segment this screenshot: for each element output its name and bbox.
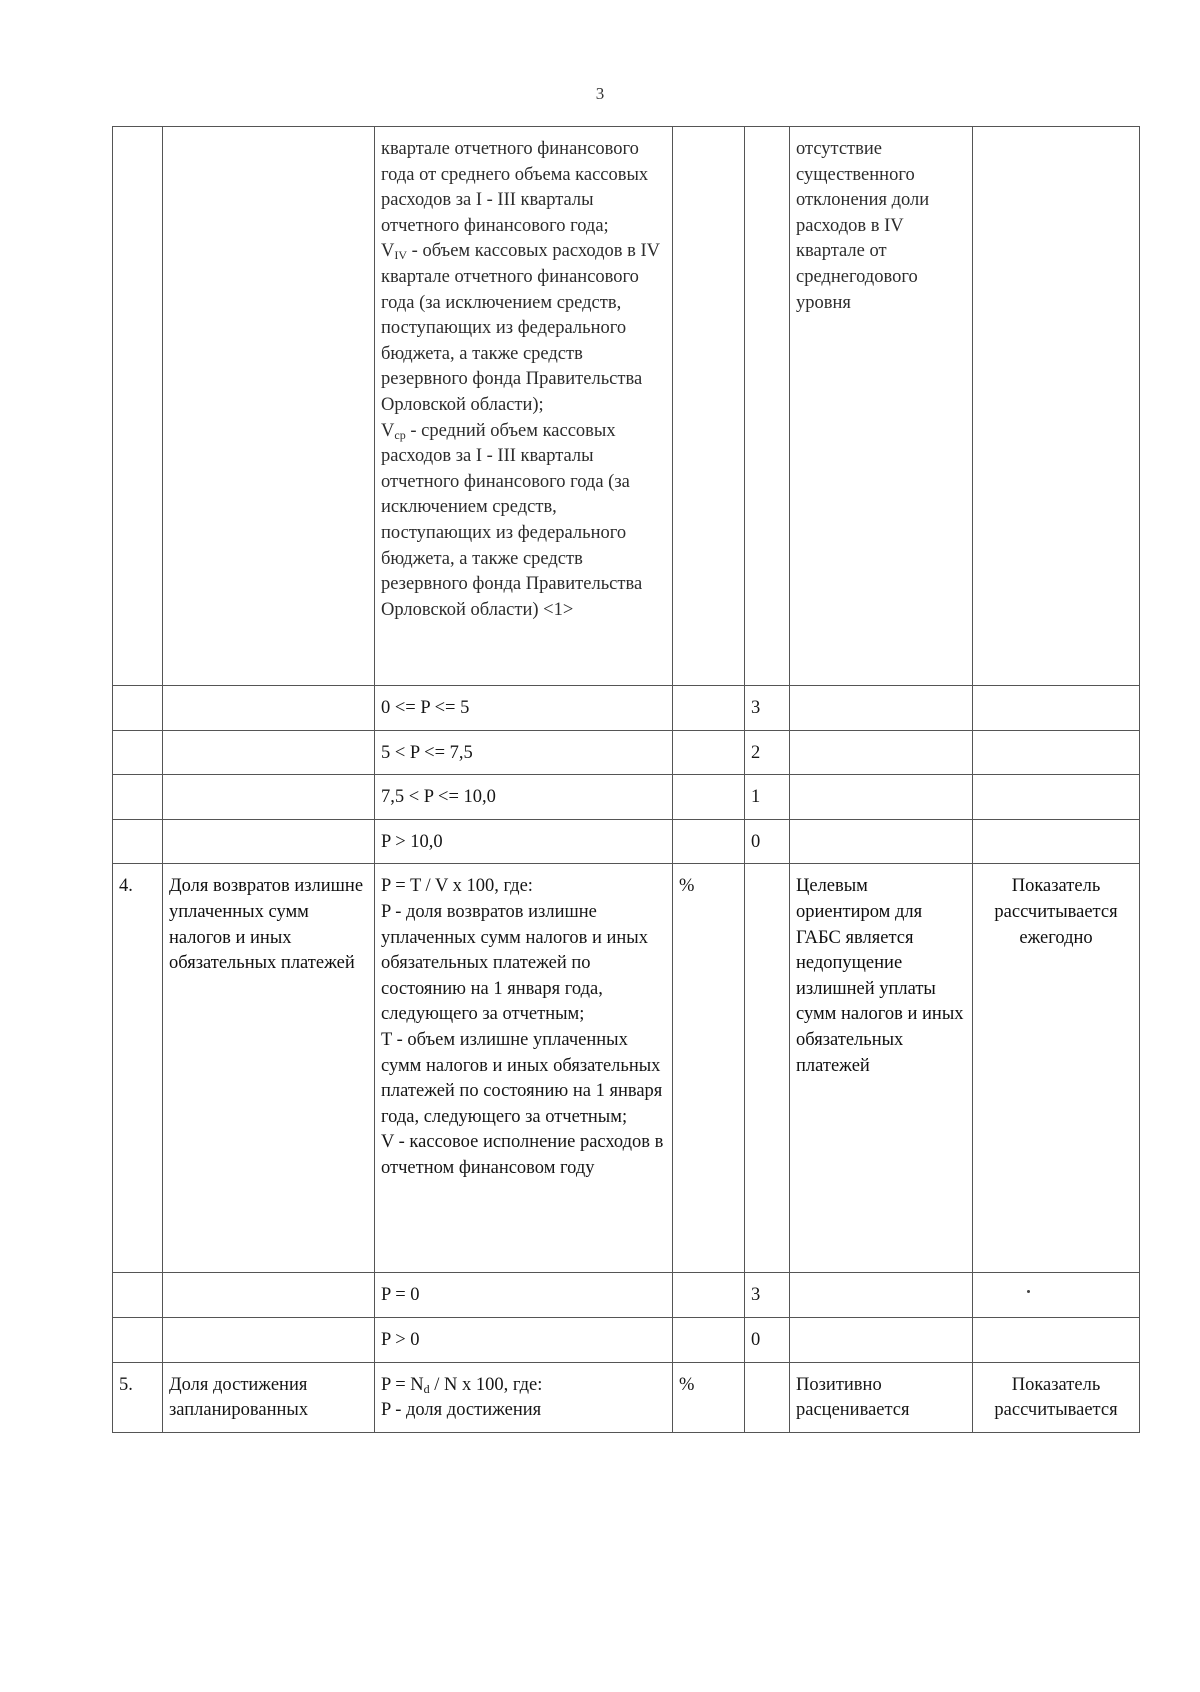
cell-score: 3 [745, 686, 790, 731]
formula-text: квартале отчетного финансового года от среднего объема кассовых расходов за I - III кварталы отчетного финансового года; [381, 139, 649, 236]
cell-target: отсутствие существенного отклонения доли расходов в IV квартале от среднегодового уровня [790, 127, 973, 686]
table-row-4 [113, 864, 1140, 1273]
cell-unit [673, 127, 745, 686]
cell-condition: P > 10,0 [375, 819, 673, 864]
indicators-table [112, 126, 1140, 1433]
table-row-score [113, 686, 1140, 731]
table-row-score [113, 775, 1140, 820]
cell-target: Позитивно расценивается [790, 1362, 973, 1432]
cell-condition: P > 0 [375, 1317, 673, 1362]
cell-condition: 5 < P <= 7,5 [375, 730, 673, 775]
cell-score: 3 [745, 1273, 790, 1318]
cell-formula [375, 1362, 673, 1432]
formula-line: $P = N_d / N$ x 100, где: [381, 1374, 543, 1396]
formula-v: V - кассовое исполнение расходов в отчетном финансовом году [381, 1132, 664, 1178]
cell-score: 2 [745, 730, 790, 775]
table-row-score [113, 1317, 1140, 1362]
formula-p: P - доля достижения [381, 1400, 542, 1421]
cell-condition: P = 0 [375, 1273, 673, 1318]
cell-score: 0 [745, 819, 790, 864]
cell-score: 1 [745, 775, 790, 820]
formula-v4: $V_{IV}$ - объем кассовых расходов в IV квартале отчетного финансового года (за исключением средств, поступающих из федерального бюджета, а также средств резервного фонда Правительства Орловской области); [381, 241, 660, 415]
table-row-5 [113, 1362, 1140, 1432]
cell-target: Целевым ориентиром для ГАБС является недопущение излишней уплаты сумм налогов и иных обязательных платежей [790, 864, 973, 1273]
cell-formula [375, 127, 673, 686]
cell-comment: Показатель рассчитывается ежегодно [973, 864, 1140, 1273]
cell-score [745, 864, 790, 1273]
cell-comment: Показатель рассчитывается [973, 1362, 1140, 1432]
scan-speck [1027, 1290, 1030, 1293]
cell-unit: % [673, 1362, 745, 1432]
cell-score [745, 127, 790, 686]
formula-line: P = T / V x 100, где: [381, 876, 533, 897]
formula-vcp: $V_{ср}$ - средний объем кассовых расходов за I - III кварталы отчетного финансового года (за исключением средств, поступающих из федерального бюджета, а также средств резервного фонда Правительства Орловской области) <1> [381, 420, 643, 620]
cell-number: 4. [113, 864, 163, 1273]
formula-p: P - доля возвратов излишне уплаченных сумм налогов и иных обязательных платежей по состоянию на 1 января года, следующего за отчетным; [381, 901, 648, 1025]
cell-indicator-name: Доля возвратов излишне уплаченных сумм налогов и иных обязательных платежей [163, 864, 375, 1273]
cell-number: 5. [113, 1362, 163, 1432]
formula-t: T - объем излишне уплаченных сумм налогов и иных обязательных платежей по состоянию на 1 января года, следующего за отчетным; [381, 1029, 663, 1127]
cell-condition: 0 <= P <= 5 [375, 686, 673, 731]
cell-comment [973, 127, 1140, 686]
cell-indicator-name [163, 127, 375, 686]
cell-score: 0 [745, 1317, 790, 1362]
table-row-score [113, 819, 1140, 864]
table-row-score [113, 730, 1140, 775]
cell-number [113, 127, 163, 686]
cell-formula [375, 864, 673, 1273]
cell-condition: 7,5 < P <= 10,0 [375, 775, 673, 820]
table-row-3-continuation [113, 127, 1140, 686]
cell-unit: % [673, 864, 745, 1273]
table-row-score [113, 1273, 1140, 1318]
cell-indicator-name: Доля достижения запланированных [163, 1362, 375, 1432]
page-number: 3 [595, 84, 605, 103]
cell-score [745, 1362, 790, 1432]
